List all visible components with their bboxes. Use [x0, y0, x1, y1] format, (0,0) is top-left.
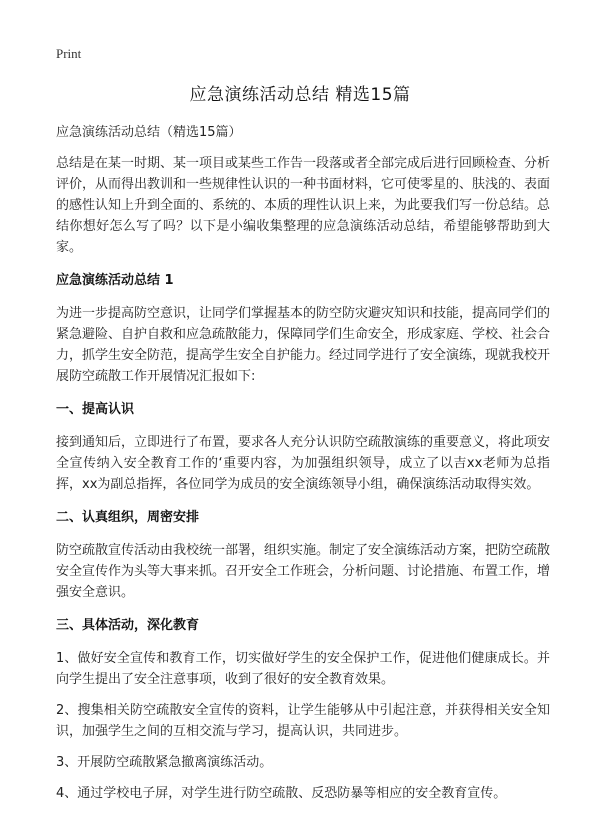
section-paragraph: 防空疏散宣传活动由我校统一部署，组织实施。制定了安全演练活动方案，把防空疏散安全宣传作为头等大事来抓。召开安全工作班会，分析问题、讨论措施、布置工作，增强安全意识。: [56, 543, 551, 600]
document-subtitle: 应急演练活动总结（精选15篇）: [56, 125, 242, 140]
section-heading: 三、具体活动，深化教育: [56, 618, 200, 633]
section-paragraph: 接到通知后，立即进行了布置，要求各人充分认识防空疏散演练的重要意义，将此项安全宣传纳入安全教育工作的‘重要内容，为加强组织领导，成立了以吉xx老师为总指挥，xx为副总指挥，各位同学为成员的安全演练领导小组，确保演练活动取得实效。: [56, 435, 551, 492]
section-heading: 一、提高认识: [56, 402, 135, 417]
article-heading: 应急演练活动总结 1: [56, 273, 174, 288]
document-title: 应急演练活动总结 精选15篇: [189, 85, 411, 105]
list-item: 4、通过学校电子屏，对学生进行防空疏散、反恐防暴等相应的安全教育宣传。: [56, 786, 507, 801]
list-item: 1、做好安全宣传和教育工作，切实做好学生的安全保护工作，促进他们健康成长。并向学生提出了安全注意事项，收到了很好的安全教育效果。: [56, 651, 550, 687]
article-intro-paragraph: 为进一步提高防空意识，让同学们掌握基本的防空防灾避灾知识和技能，提高同学们的紧急避险、自护自救和应急疏散能力，保障同学们生命安全，形成家庭、学校、社会合力，抓学生安全防范，提高学生安全自护能力。经过同学进行了安全演练，现就我校开展防空疏散工作开展情况汇报如下:: [56, 306, 551, 384]
document-body: [56, 122, 550, 814]
intro-paragraph: 总结是在某一时期、某一项目或某些工作告一段落或者全部完成后进行回顾检查、分析评价，从而得出教训和一些规律性认识的一种书面材料，它可使零星的、肤浅的、表面的感性认知上升到全面的、系统的、本质的理性认识上来，为此要我们写一份总结。总结你想好怎么写了吗？以下是小编收集整理的应急演练活动总结，希望能够帮助到大家。: [56, 156, 551, 255]
print-label[interactable]: Print: [56, 46, 82, 61]
list-item: 2、搜集相关防空疏散安全宣传的资料，让学生能够从中引起注意，并获得相关安全知识，加强学生之间的互相交流与学习，提高认识，共同进步。: [56, 703, 550, 739]
section-heading: 二、认真组织，周密安排: [56, 510, 200, 525]
list-item: 3、开展防空疏散紧急撤离演练活动。: [56, 755, 273, 770]
